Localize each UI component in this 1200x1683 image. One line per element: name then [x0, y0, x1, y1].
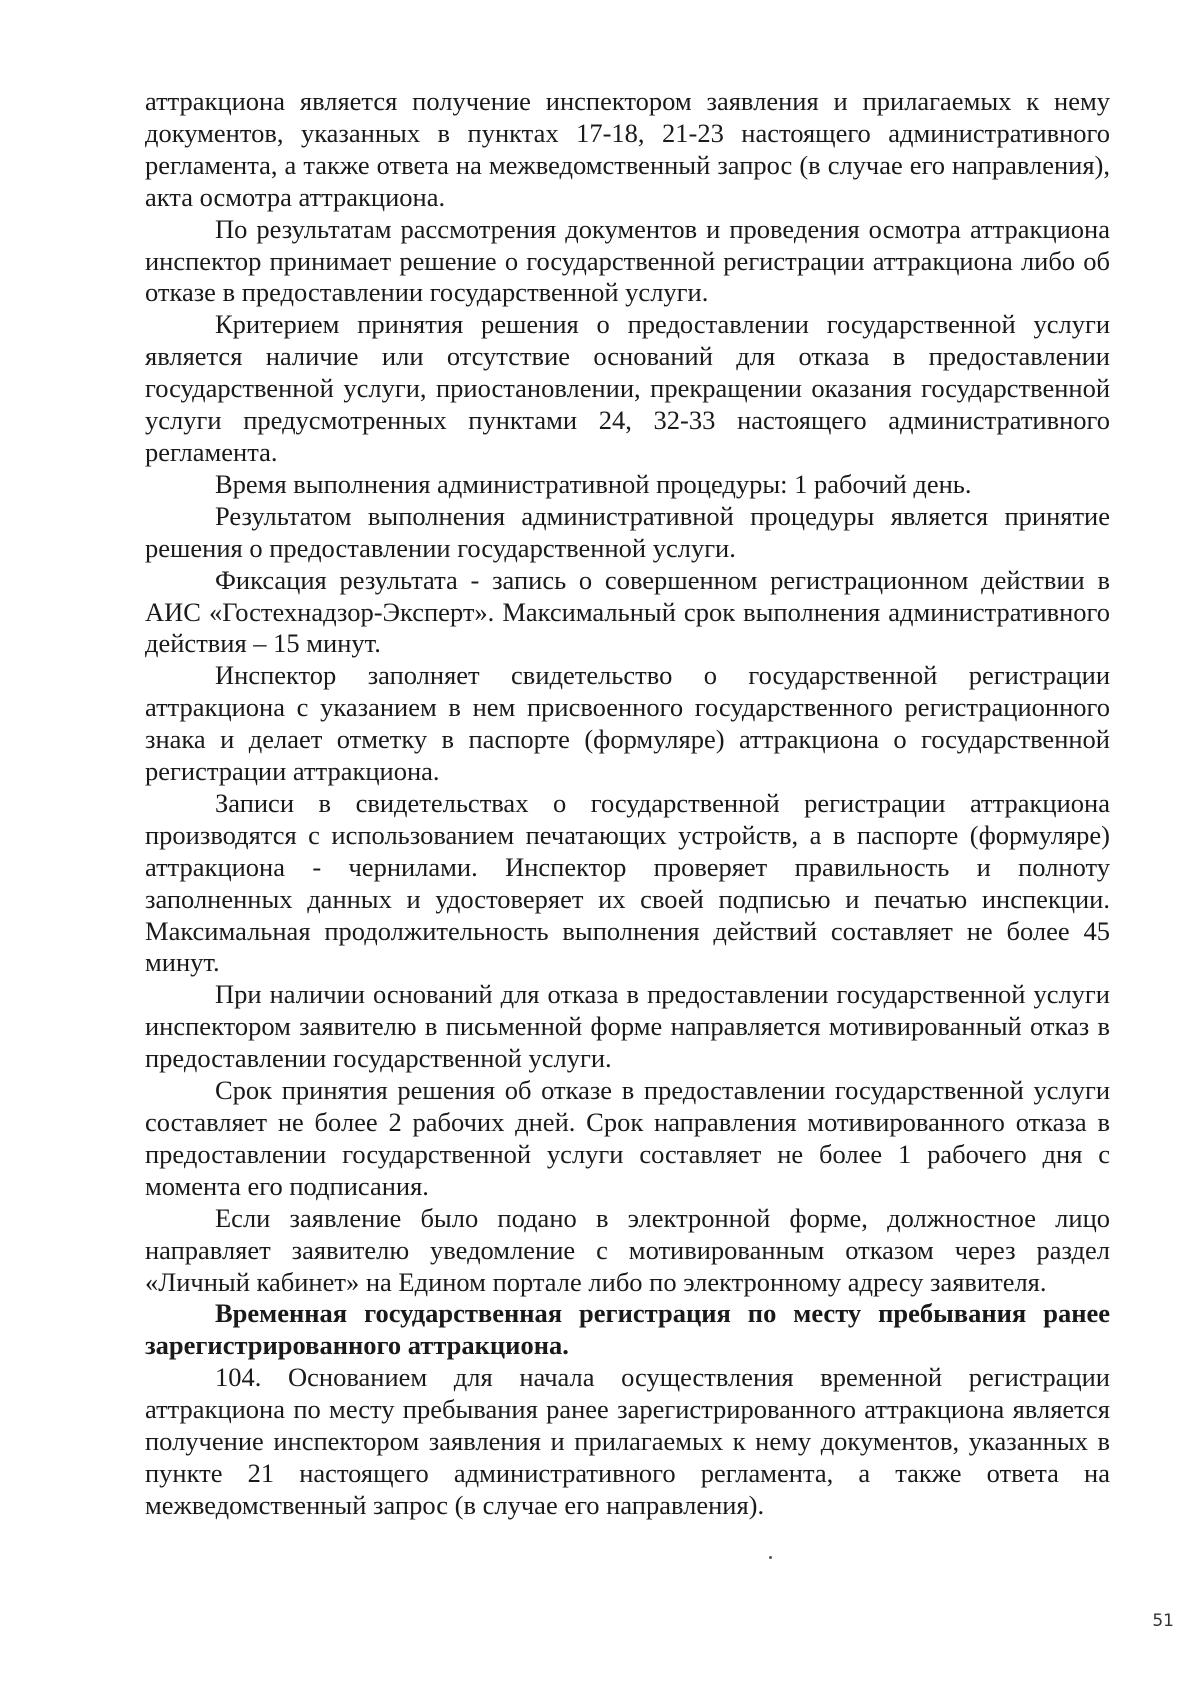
paragraph: При наличии оснований для отказа в предоставлении государственной услуги инспектором заявителю в письменной форме направляется мотивированный отказ в предоставлении государственной услуги. [145, 979, 1110, 1074]
page-number: 51 [1152, 1611, 1174, 1631]
paragraph: Время выполнения административной процедуры: 1 рабочий день. [215, 468, 972, 499]
paragraph: Срок принятия решения об отказе в предоставлении государственной услуги составляет не более 2 рабочих дней. Срок направления мотивированного отказа в предоставлении государственной услуги составляет не более 1 рабочего дня с момента его подписания. [145, 1075, 1110, 1201]
paragraph: Если заявление было подано в электронной форме, должностное лицо направляет заявителю уведомление с мотивированным отказом через раздел «Личный кабинет» на Едином портале либо по электронному адресу заявителя. [145, 1202, 1110, 1297]
document-body [145, 86, 1110, 1522]
paragraph: Критерием принятия решения о предоставлении государственной услуги является наличие или отсутствие оснований для отказа в предоставлении государственной услуги, приостановлении, прекращении оказания государственной услуги предусмотренных пунктами 24, 32-33 настоящего административного регламента. [145, 309, 1110, 467]
paragraph: По результатам рассмотрения документов и проведения осмотра аттракциона инспектор принимает решение о государственной регистрации аттракциона либо об отказе в предоставлении государственной услуги. [145, 213, 1110, 308]
paragraph: Фиксация результата - запись о совершенном регистрационном действии в АИС «Гостехнадзор-Эксперт». Максимальный срок выполнения административного действия – 15 минут. [145, 564, 1110, 659]
paragraph: 104. Основанием для начала осуществления временной регистрации аттракциона по месту пребывания ранее зарегистрированного аттракциона является получение инспектором заявления и прилагаемых к нему документов, указанных в пункте 21 настоящего административного регламента, а также ответа на межведомственный запрос (в случае его направления). [145, 1362, 1110, 1520]
scan-speck [769, 1556, 772, 1559]
paragraph: аттракциона является получение инспектором заявления и прилагаемых к нему документов, указанных в пунктах 17-18, 21-23 настоящего административного регламента, а также ответа на межведомственный запрос (в случае его направления), акта осмотра аттракциона. [145, 86, 1110, 212]
paragraph: Инспектор заполняет свидетельство о государственной регистрации аттракциона с указанием в нем присвоенного государственного регистрационного знака и делает отметку в паспорте (формуляре) аттракциона о государственной регистрации аттракциона. [145, 660, 1110, 787]
paragraph: Записи в свидетельствах о государственной регистрации аттракциона производятся с использованием печатающих устройств, а в паспорте (формуляре) аттракциона - чернилами. Инспектор проверяет правильность и полноту заполненных данных и удостоверяет их своей подписью и печатью инспекции. Максимальная продолжительность выполнения действий составляет не более 45 минут. [145, 787, 1110, 978]
paragraph: Результатом выполнения административной процедуры является принятие решения о предоставлении государственной услуги. [145, 500, 1110, 563]
section-heading: Временная государственная регистрация по месту пребывания ранее зарегистрированного аттракциона. [145, 1298, 1110, 1361]
